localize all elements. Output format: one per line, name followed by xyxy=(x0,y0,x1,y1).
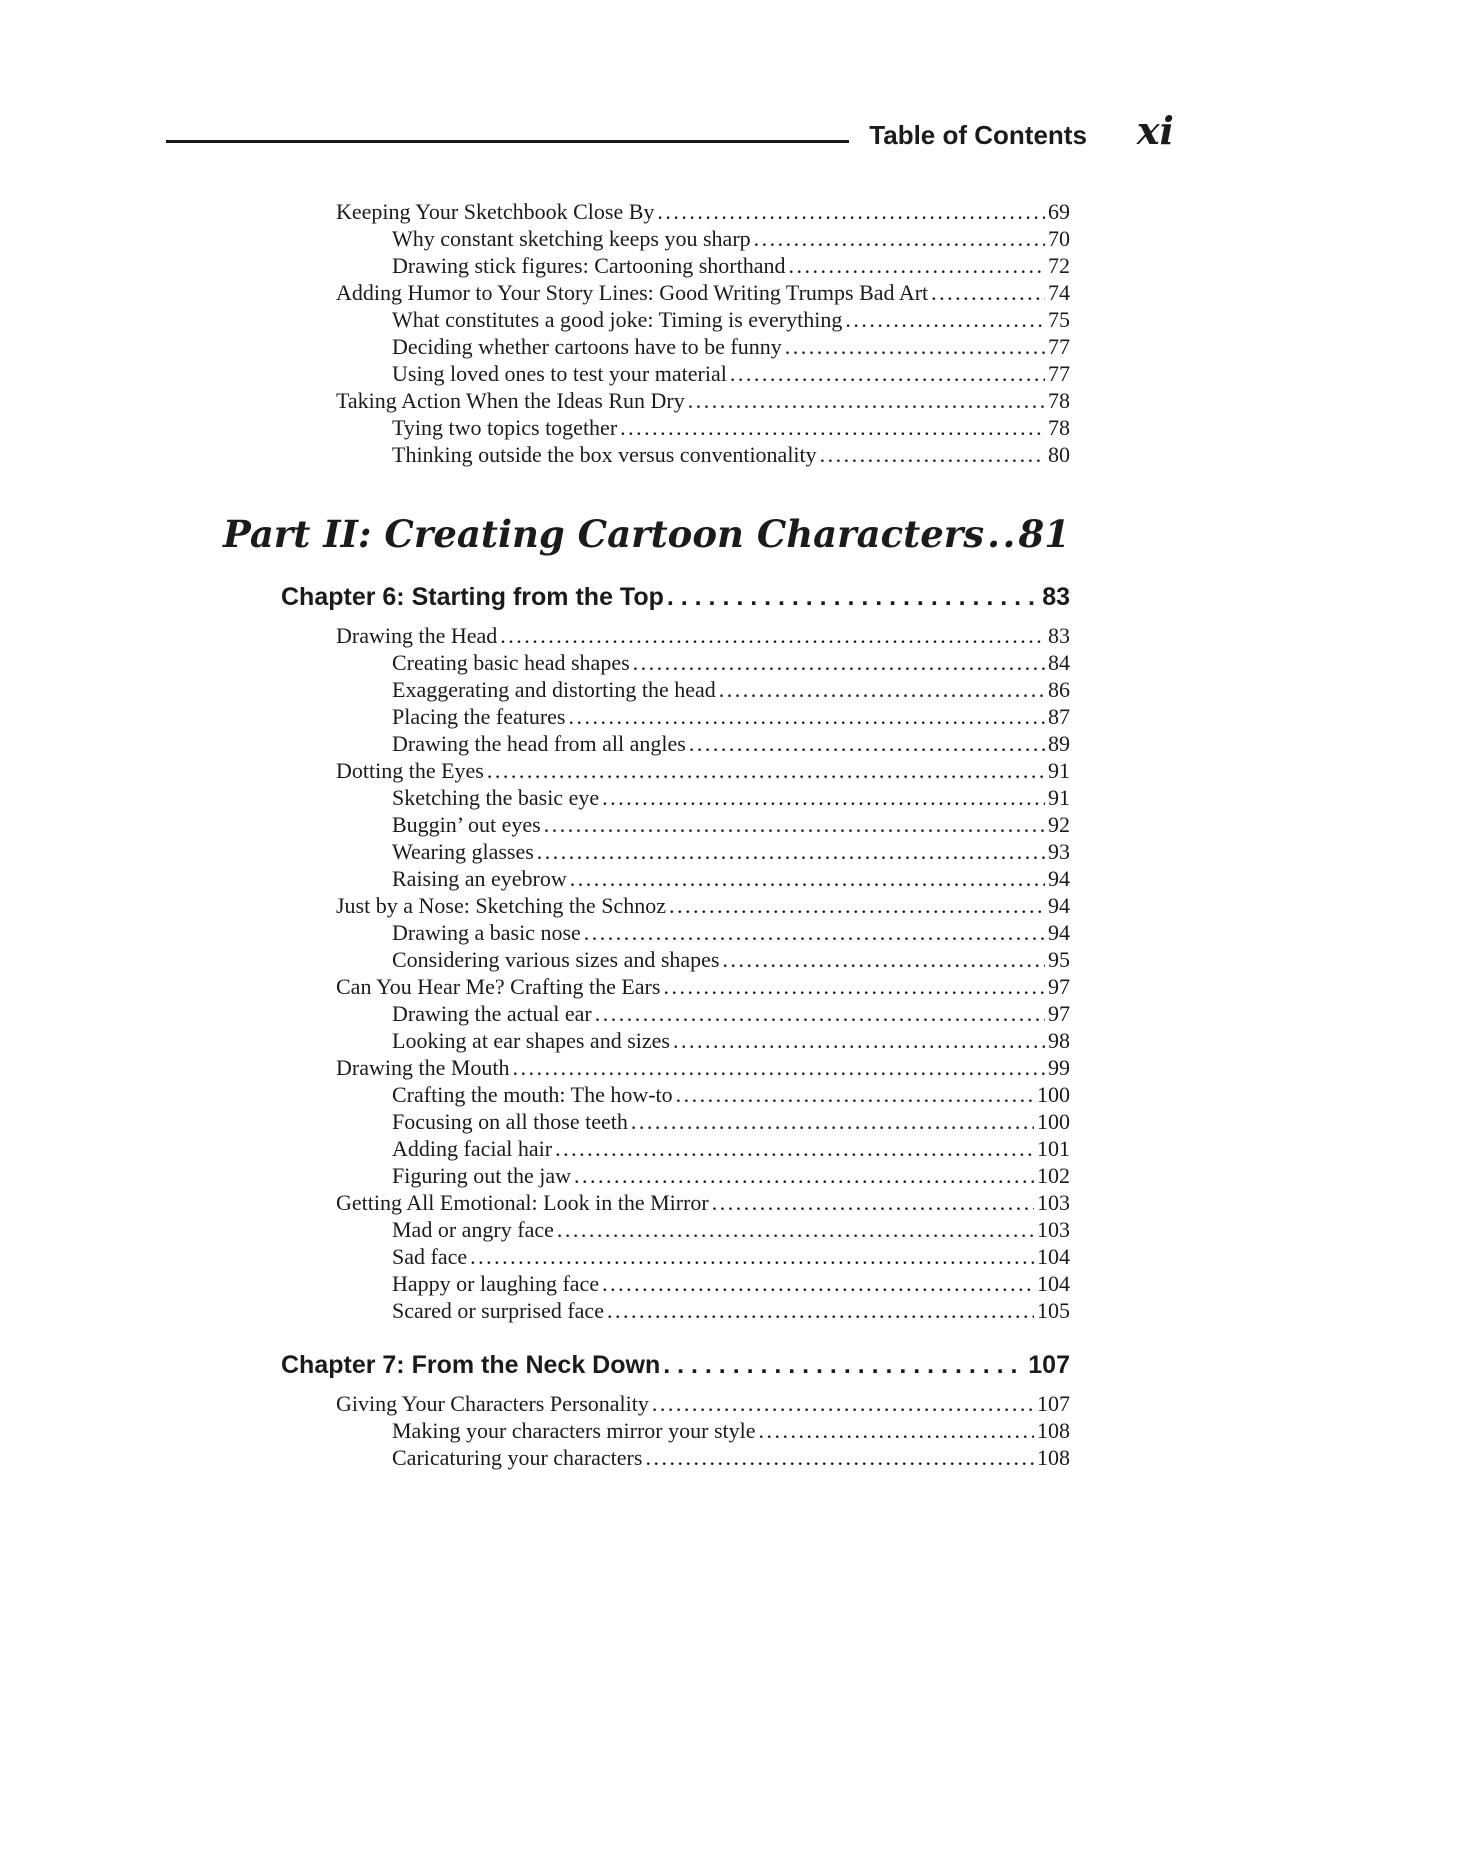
toc-entry xyxy=(166,306,1070,333)
page-number: 89 xyxy=(1048,731,1070,756)
dot-leader xyxy=(602,784,1045,811)
page-number: 84 xyxy=(1048,650,1070,675)
dot-leader xyxy=(595,1000,1045,1027)
toc-entry xyxy=(166,946,1070,973)
toc-entry-title: Drawing the Mouth xyxy=(336,1055,510,1080)
dot-leader xyxy=(673,1027,1045,1054)
toc-entry xyxy=(166,1417,1070,1444)
page-number: 92 xyxy=(1048,812,1070,837)
part-heading-title: Part II: Creating Cartoon Characters xyxy=(223,512,985,556)
toc-entry-title: Tying two topics together xyxy=(392,415,618,440)
toc-entry xyxy=(166,279,1070,306)
toc-entry-title: Drawing stick figures: Cartooning shorthand xyxy=(392,253,786,278)
dot-leader xyxy=(557,1216,1034,1243)
toc-entry-title: Crafting the mouth: The how-to xyxy=(392,1082,673,1107)
dot-leader xyxy=(500,622,1045,649)
page-title: Table of Contents xyxy=(869,120,1087,151)
dot-leader xyxy=(820,441,1045,468)
page-number: 75 xyxy=(1048,307,1070,332)
toc-entry-title: Caricaturing your characters xyxy=(392,1445,643,1470)
toc-entry-title: Making your characters mirror your style xyxy=(392,1418,756,1443)
toc-entry xyxy=(166,225,1070,252)
dot-leader xyxy=(845,306,1045,333)
toc-entry xyxy=(166,1108,1070,1135)
dot-leader xyxy=(470,1243,1034,1270)
toc-entry xyxy=(166,865,1070,892)
dot-leader xyxy=(688,387,1045,414)
toc-entry xyxy=(166,360,1070,387)
toc-entry-title: Dotting the Eyes xyxy=(336,758,484,783)
dot-leader xyxy=(537,838,1045,865)
toc-entry-title: Keeping Your Sketchbook Close By xyxy=(336,199,655,224)
toc-entry-title: Why constant sketching keeps you sharp xyxy=(392,226,751,251)
page-header xyxy=(166,108,1174,153)
toc-entry xyxy=(166,1243,1070,1270)
page-number: 104 xyxy=(1037,1244,1070,1269)
toc-entry xyxy=(166,1216,1070,1243)
toc-entry-title: Adding Humor to Your Story Lines: Good Writing Trumps Bad Art xyxy=(336,280,929,305)
toc-entry xyxy=(166,1027,1070,1054)
page-number: 78 xyxy=(1048,415,1070,440)
toc-entry-title: Wearing glasses xyxy=(392,839,534,864)
toc-entry-title: Thinking outside the box versus conventionality xyxy=(392,442,817,467)
toc-entry xyxy=(166,838,1070,865)
page-number: 101 xyxy=(1037,1136,1070,1161)
dot-leader xyxy=(712,1189,1034,1216)
toc-entry-title: Giving Your Characters Personality xyxy=(336,1391,649,1416)
toc-entry xyxy=(166,198,1070,225)
dot-leader xyxy=(663,973,1045,1000)
toc-entry-title: Adding facial hair xyxy=(392,1136,553,1161)
page-number: 100 xyxy=(1037,1082,1070,1107)
page-number: 104 xyxy=(1037,1271,1070,1296)
toc-entry xyxy=(166,757,1070,784)
toc-entry xyxy=(166,333,1070,360)
page-number: 72 xyxy=(1048,253,1070,278)
toc-entry xyxy=(166,676,1070,703)
part-heading xyxy=(166,512,1070,556)
page-number: 94 xyxy=(1048,866,1070,891)
toc-entry-title: Creating basic head shapes xyxy=(392,650,630,675)
toc-entry xyxy=(166,1081,1070,1108)
toc-entry-title: Using loved ones to test your material xyxy=(392,361,727,386)
toc-entry xyxy=(166,1297,1070,1324)
toc-entry xyxy=(166,414,1070,441)
page-number: 80 xyxy=(1048,442,1070,467)
toc-entry xyxy=(166,1000,1070,1027)
toc-entry-title: Just by a Nose: Sketching the Schnoz xyxy=(336,893,666,918)
page-number: 91 xyxy=(1048,758,1070,783)
toc-entry-title: Raising an eyebrow xyxy=(392,866,567,891)
dot-leader xyxy=(667,582,1039,612)
dot-leader xyxy=(645,1444,1034,1471)
dot-leader xyxy=(663,1350,1025,1380)
dot-leader xyxy=(584,919,1045,946)
toc-entry xyxy=(166,973,1070,1000)
toc-entry xyxy=(166,1390,1070,1417)
dot-leader xyxy=(555,1135,1034,1162)
page-number: 99 xyxy=(1048,1055,1070,1080)
dot-leader xyxy=(602,1270,1034,1297)
toc-entry xyxy=(166,1270,1070,1297)
page-number: 86 xyxy=(1048,677,1070,702)
dot-leader xyxy=(544,811,1045,838)
page-number: 105 xyxy=(1037,1298,1070,1323)
toc-entry-title: Sketching the basic eye xyxy=(392,785,600,810)
page-number: 102 xyxy=(1037,1163,1070,1188)
toc-entry-title: Happy or laughing face xyxy=(392,1271,600,1296)
page-number: 97 xyxy=(1048,1001,1070,1026)
dot-leader xyxy=(569,703,1046,730)
toc-entry xyxy=(166,919,1070,946)
page-number: 69 xyxy=(1048,199,1070,224)
toc-entry-title: Can You Hear Me? Crafting the Ears xyxy=(336,974,661,999)
page-number: 74 xyxy=(1048,280,1070,305)
toc-entry-title: Scared or surprised face xyxy=(392,1298,604,1323)
dot-leader xyxy=(931,279,1045,306)
dot-leader xyxy=(730,360,1045,387)
page-number: 81 xyxy=(1018,512,1070,556)
toc-entry-title: Drawing the head from all angles xyxy=(392,731,686,756)
toc-entry xyxy=(166,730,1070,757)
dot-leader xyxy=(785,333,1045,360)
toc-entry-title: Sad face xyxy=(392,1244,468,1269)
page-number: 70 xyxy=(1048,226,1070,251)
toc-entry xyxy=(166,892,1070,919)
dot-leader xyxy=(987,512,1015,556)
toc-entry-title: Deciding whether cartoons have to be funny xyxy=(392,334,782,359)
page-number: 107 xyxy=(1028,1351,1070,1379)
toc-entry xyxy=(166,1135,1070,1162)
toc-entry-title: Taking Action When the Ideas Run Dry xyxy=(336,388,685,413)
toc-entry-title: What constitutes a good joke: Timing is everything xyxy=(392,307,843,332)
toc-entry-title: Drawing the actual ear xyxy=(392,1001,592,1026)
dot-leader xyxy=(633,649,1045,676)
dot-leader xyxy=(620,414,1045,441)
page-number: 93 xyxy=(1048,839,1070,864)
dot-leader xyxy=(570,865,1045,892)
page-number: 94 xyxy=(1048,893,1070,918)
page-number: 78 xyxy=(1048,388,1070,413)
dot-leader xyxy=(652,1390,1034,1417)
dot-leader xyxy=(723,946,1046,973)
dot-leader xyxy=(607,1297,1034,1324)
header-rule xyxy=(166,140,849,143)
page-number: 77 xyxy=(1048,361,1070,386)
toc-entry-title: Mad or angry face xyxy=(392,1217,554,1242)
toc-list xyxy=(166,198,1070,1471)
toc-entry xyxy=(166,387,1070,414)
chapter-heading xyxy=(166,1350,1070,1380)
page-number: 100 xyxy=(1037,1109,1070,1134)
page-number: 94 xyxy=(1048,920,1070,945)
page-number: 103 xyxy=(1037,1217,1070,1242)
dot-leader xyxy=(631,1108,1034,1135)
dot-leader xyxy=(759,1417,1035,1444)
toc-entry xyxy=(166,1054,1070,1081)
toc-entry xyxy=(166,1189,1070,1216)
toc-entry-title: Figuring out the jaw xyxy=(392,1163,572,1188)
page-number: 95 xyxy=(1048,947,1070,972)
toc-entry xyxy=(166,622,1070,649)
page-number: 108 xyxy=(1037,1418,1070,1443)
dot-leader xyxy=(669,892,1045,919)
toc-entry-title: Considering various sizes and shapes xyxy=(392,947,720,972)
dot-leader xyxy=(689,730,1045,757)
dot-leader xyxy=(719,676,1045,703)
page-number: 91 xyxy=(1048,785,1070,810)
toc-entry xyxy=(166,649,1070,676)
dot-leader xyxy=(676,1081,1034,1108)
chapter-heading-title: Chapter 7: From the Neck Down xyxy=(281,1351,661,1379)
page-number: 77 xyxy=(1048,334,1070,359)
toc-entry xyxy=(166,1444,1070,1471)
dot-leader xyxy=(513,1054,1045,1081)
page-number: 107 xyxy=(1037,1391,1070,1416)
dot-leader xyxy=(754,225,1045,252)
chapter-heading xyxy=(166,582,1070,612)
page-number: 87 xyxy=(1048,704,1070,729)
page-number: 83 xyxy=(1042,583,1070,611)
page-number: 83 xyxy=(1048,623,1070,648)
dot-leader xyxy=(574,1162,1034,1189)
toc-entry xyxy=(166,811,1070,838)
folio-page-number: xi xyxy=(1136,108,1174,153)
toc-entry xyxy=(166,703,1070,730)
page-number: 103 xyxy=(1037,1190,1070,1215)
toc-entry-title: Buggin’ out eyes xyxy=(392,812,541,837)
page-number: 108 xyxy=(1037,1445,1070,1470)
toc-entry-title: Drawing the Head xyxy=(336,623,498,648)
dot-leader xyxy=(657,198,1045,225)
toc-entry-title: Getting All Emotional: Look in the Mirror xyxy=(336,1190,709,1215)
dot-leader xyxy=(789,252,1046,279)
page-number: 98 xyxy=(1048,1028,1070,1053)
toc-entry-title: Placing the features xyxy=(392,704,566,729)
toc-entry-title: Exaggerating and distorting the head xyxy=(392,677,716,702)
chapter-heading-title: Chapter 6: Starting from the Top xyxy=(281,583,664,611)
toc-entry-title: Focusing on all those teeth xyxy=(392,1109,628,1134)
toc-entry-title: Drawing a basic nose xyxy=(392,920,581,945)
toc-entry xyxy=(166,784,1070,811)
toc-entry xyxy=(166,1162,1070,1189)
toc-entry-title: Looking at ear shapes and sizes xyxy=(392,1028,670,1053)
toc-entry xyxy=(166,441,1070,468)
toc-entry xyxy=(166,252,1070,279)
page-number: 97 xyxy=(1048,974,1070,999)
dot-leader xyxy=(487,757,1045,784)
